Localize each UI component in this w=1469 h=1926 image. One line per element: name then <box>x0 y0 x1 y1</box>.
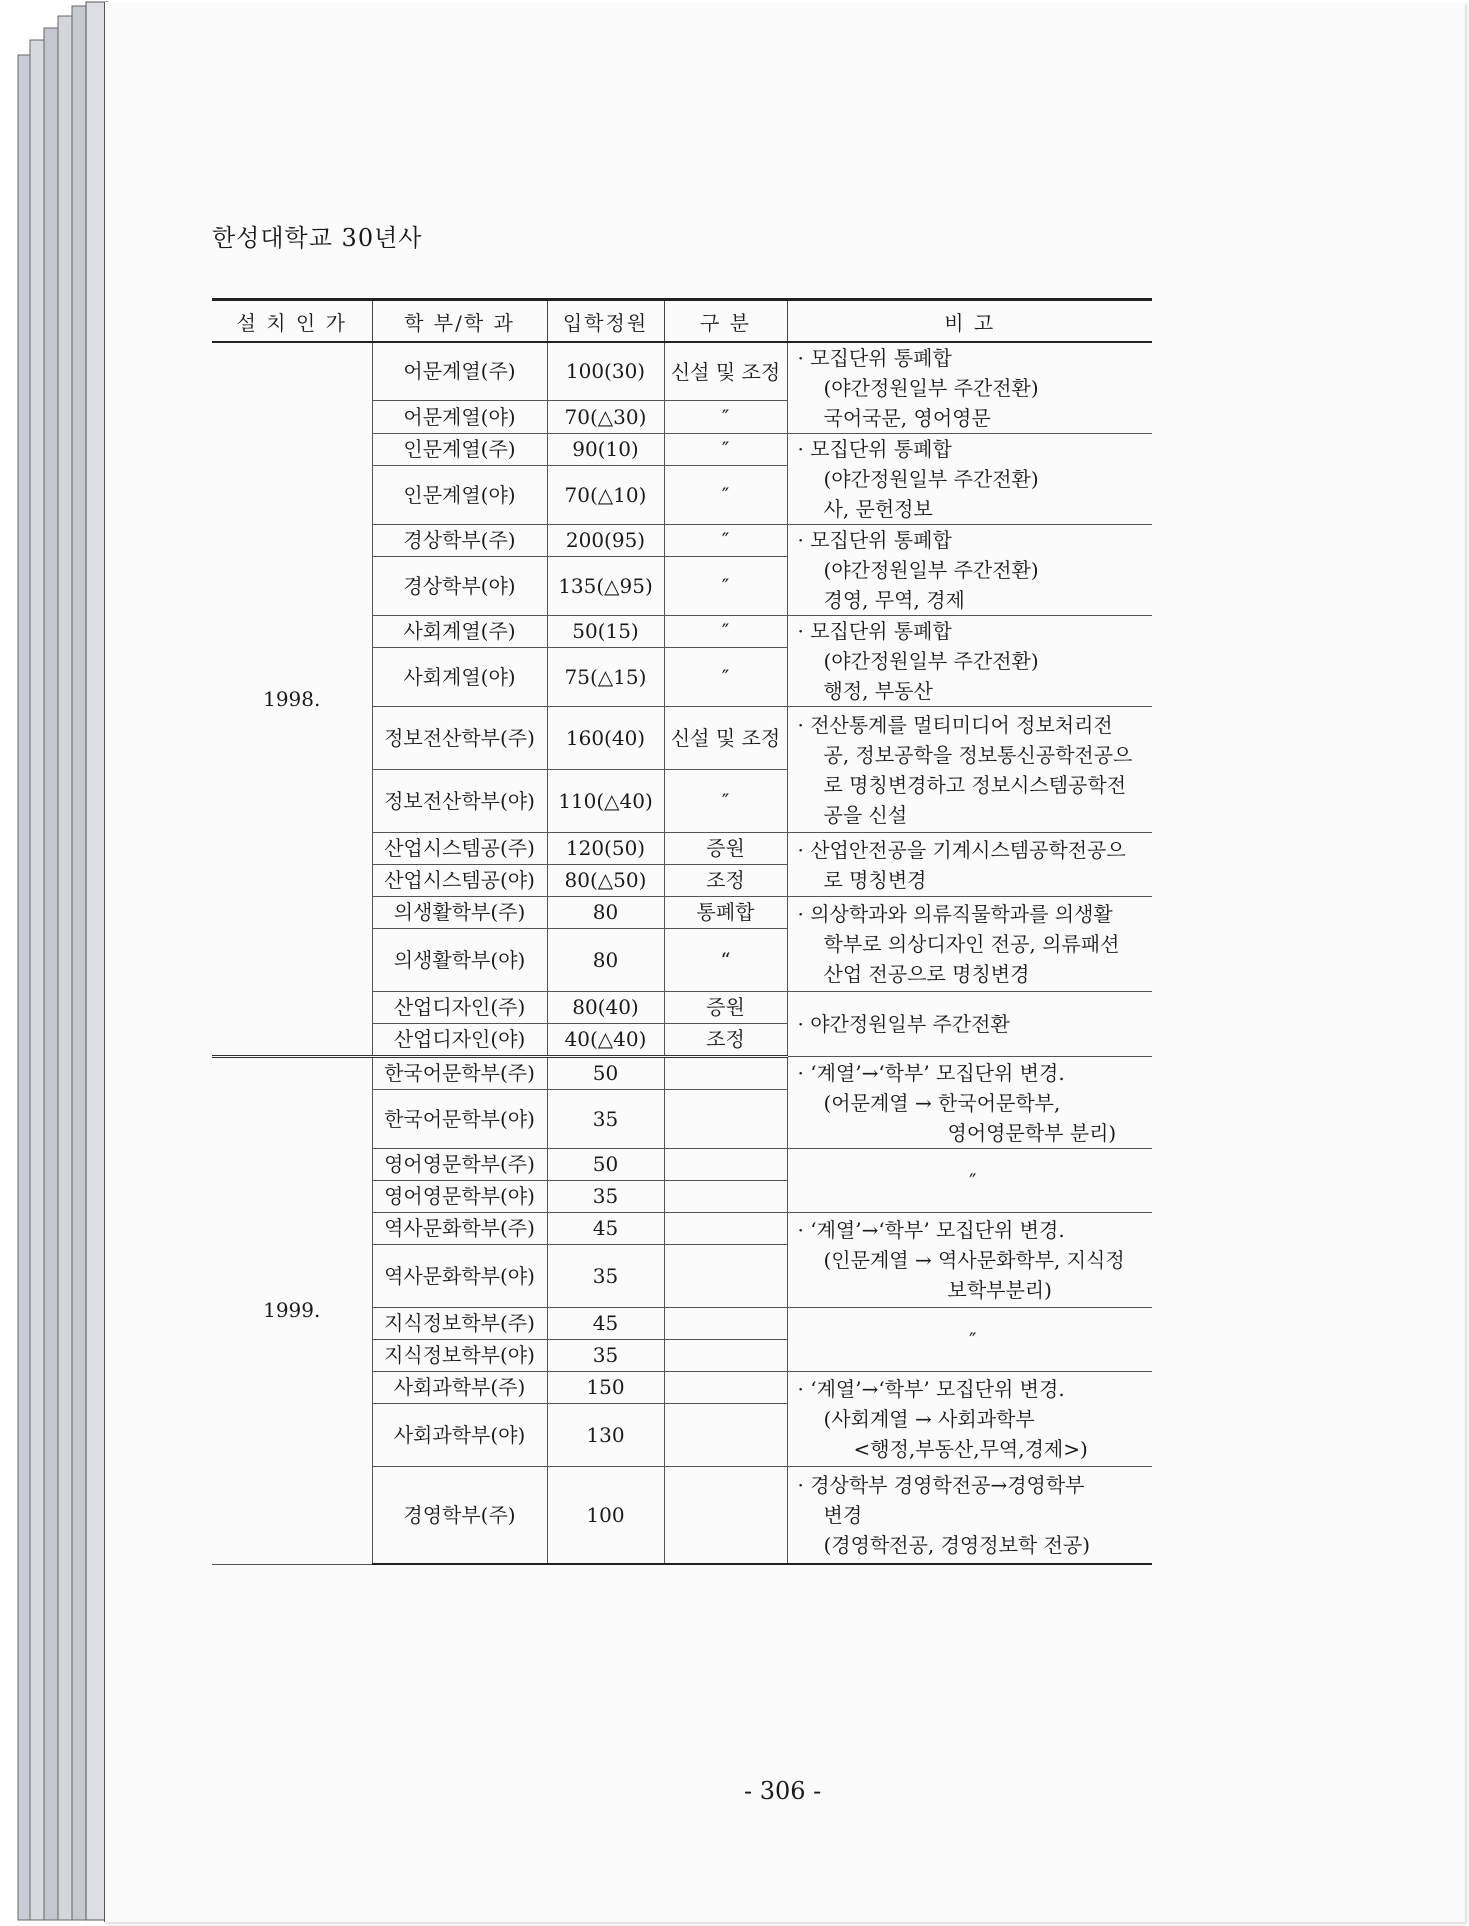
remarks-cell: · 산업안전공을 기계시스템공학전공으 로 명칭변경 <box>787 833 1152 897</box>
col-header-remarks: 비 고 <box>787 300 1152 343</box>
category-cell <box>664 1404 787 1467</box>
remarks-cell: · 의상학과와 의류직물학과를 의생활 학부로 의상디자인 전공, 의류패션 산업 전공으로 명칭변경 <box>787 897 1152 992</box>
dept-cell: 산업시스템공(야) <box>372 865 547 897</box>
dept-cell: 사회계열(야) <box>372 648 547 707</box>
dept-cell: 어문계열(야) <box>372 401 547 434</box>
category-cell: ″ <box>664 401 787 434</box>
quota-cell: 80 <box>547 929 664 992</box>
table-row <box>212 342 1152 401</box>
category-cell <box>664 1090 787 1149</box>
category-cell <box>664 1057 787 1090</box>
dept-cell: 산업디자인(야) <box>372 1024 547 1057</box>
dept-cell: 정보전산학부(주) <box>372 707 547 770</box>
dept-cell: 인문계열(주) <box>372 434 547 466</box>
dept-cell: 정보전산학부(야) <box>372 770 547 833</box>
dept-cell: 영어영문학부(야) <box>372 1181 547 1213</box>
quota-cell: 120(50) <box>547 833 664 865</box>
category-cell: 조정 <box>664 1024 787 1057</box>
dept-cell: 사회과학부(주) <box>372 1372 547 1404</box>
dept-cell: 지식정보학부(주) <box>372 1308 547 1340</box>
quota-cell: 90(10) <box>547 434 664 466</box>
category-cell: ″ <box>664 557 787 616</box>
quota-cell: 100(30) <box>547 342 664 401</box>
remarks-cell: · 모집단위 통폐합 (야간정원일부 주간전환) 경영, 무역, 경제 <box>787 525 1152 616</box>
dept-cell: 산업디자인(주) <box>372 992 547 1024</box>
quota-cell: 45 <box>547 1308 664 1340</box>
category-cell <box>664 1213 787 1245</box>
remarks-cell: ″ <box>787 1149 1152 1213</box>
col-header-dept: 학 부/학 과 <box>372 300 547 343</box>
quota-cell: 135(△95) <box>547 557 664 616</box>
remarks-cell: · ‘계열’→‘학부’ 모집단위 변경. (사회계열 → 사회과학부 <행정,부동산,무역,경제>) <box>787 1372 1152 1467</box>
quota-cell: 80(△50) <box>547 865 664 897</box>
category-cell: “ <box>664 929 787 992</box>
quota-cell: 35 <box>547 1090 664 1149</box>
dept-cell: 어문계열(주) <box>372 342 547 401</box>
table-header-row <box>212 300 1152 343</box>
quota-cell: 110(△40) <box>547 770 664 833</box>
dept-cell: 사회계열(주) <box>372 616 547 648</box>
dept-cell: 한국어문학부(주) <box>372 1057 547 1090</box>
remarks-cell: · 모집단위 통폐합 (야간정원일부 주간전환) 국어국문, 영어영문 <box>787 342 1152 434</box>
dept-cell: 사회과학부(야) <box>372 1404 547 1467</box>
quota-cell: 35 <box>547 1181 664 1213</box>
category-cell <box>664 1245 787 1308</box>
quota-cell: 100 <box>547 1467 664 1565</box>
page-stack-edges <box>0 0 110 1926</box>
remarks-cell: · 모집단위 통폐합 (야간정원일부 주간전환) 행정, 부동산 <box>787 616 1152 707</box>
remarks-cell: · ‘계열’→‘학부’ 모집단위 변경. (인문계열 → 역사문화학부, 지식정 보학부분리) <box>787 1213 1152 1308</box>
year-cell-1999: 1999. <box>212 1057 372 1565</box>
admission-quota-table <box>212 298 1152 1565</box>
category-cell <box>664 1308 787 1340</box>
quota-cell: 150 <box>547 1372 664 1404</box>
category-cell: 신설 및 조정 <box>664 342 787 401</box>
category-cell: ″ <box>664 616 787 648</box>
dept-cell: 의생활학부(야) <box>372 929 547 992</box>
quota-cell: 75(△15) <box>547 648 664 707</box>
year-cell-1998: 1998. <box>212 342 372 1057</box>
remarks-cell: · 야간정원일부 주간전환 <box>787 992 1152 1057</box>
dept-cell: 산업시스템공(주) <box>372 833 547 865</box>
dept-cell: 경영학부(주) <box>372 1467 547 1565</box>
quota-cell: 35 <box>547 1245 664 1308</box>
remarks-cell: · 모집단위 통폐합 (야간정원일부 주간전환) 사, 문헌정보 <box>787 434 1152 525</box>
quota-cell: 40(△40) <box>547 1024 664 1057</box>
quota-cell: 50(15) <box>547 616 664 648</box>
category-cell: 증원 <box>664 992 787 1024</box>
category-cell: ″ <box>664 648 787 707</box>
remarks-cell: · ‘계열’→‘학부’ 모집단위 변경. (어문계열 → 한국어문학부, 영어영문학부 분리) <box>787 1057 1152 1149</box>
category-cell <box>664 1372 787 1404</box>
table-row <box>212 1057 1152 1090</box>
quota-cell: 70(△10) <box>547 466 664 525</box>
page-number: - 306 - <box>744 1777 822 1805</box>
category-cell: 통폐합 <box>664 897 787 929</box>
category-cell: 조정 <box>664 865 787 897</box>
col-header-quota: 입학정원 <box>547 300 664 343</box>
category-cell: 증원 <box>664 833 787 865</box>
col-header-year: 설 치 인 가 <box>212 300 372 343</box>
quota-cell: 80 <box>547 897 664 929</box>
quota-cell: 50 <box>547 1057 664 1090</box>
category-cell: ″ <box>664 770 787 833</box>
page-header-title: 한성대학교 30년사 <box>212 224 423 252</box>
dept-cell: 한국어문학부(야) <box>372 1090 547 1149</box>
category-cell <box>664 1340 787 1372</box>
quota-cell: 35 <box>547 1340 664 1372</box>
category-cell <box>664 1149 787 1181</box>
quota-cell: 70(△30) <box>547 401 664 434</box>
category-cell: 신설 및 조정 <box>664 707 787 770</box>
category-cell: ″ <box>664 466 787 525</box>
dept-cell: 지식정보학부(야) <box>372 1340 547 1372</box>
remarks-cell: ″ <box>787 1308 1152 1372</box>
quota-cell: 160(40) <box>547 707 664 770</box>
dept-cell: 역사문화학부(주) <box>372 1213 547 1245</box>
quota-cell: 50 <box>547 1149 664 1181</box>
remarks-cell: · 전산통계를 멀티미디어 정보처리전 공, 정보공학을 정보통신공학전공으 로 명칭변경하고 정보시스템공학전 공을 신설 <box>787 707 1152 833</box>
dept-cell: 영어영문학부(주) <box>372 1149 547 1181</box>
dept-cell: 역사문화학부(야) <box>372 1245 547 1308</box>
quota-cell: 45 <box>547 1213 664 1245</box>
col-header-category: 구 분 <box>664 300 787 343</box>
dept-cell: 의생활학부(주) <box>372 897 547 929</box>
category-cell <box>664 1181 787 1213</box>
category-cell: ″ <box>664 434 787 466</box>
dept-cell: 인문계열(야) <box>372 466 547 525</box>
category-cell <box>664 1467 787 1565</box>
dept-cell: 경상학부(야) <box>372 557 547 616</box>
dept-cell: 경상학부(주) <box>372 525 547 557</box>
category-cell: ″ <box>664 525 787 557</box>
quota-cell: 80(40) <box>547 992 664 1024</box>
quota-cell: 130 <box>547 1404 664 1467</box>
remarks-cell: · 경상학부 경영학전공→경영학부 변경 (경영학전공, 경영정보학 전공) <box>787 1467 1152 1565</box>
quota-cell: 200(95) <box>547 525 664 557</box>
